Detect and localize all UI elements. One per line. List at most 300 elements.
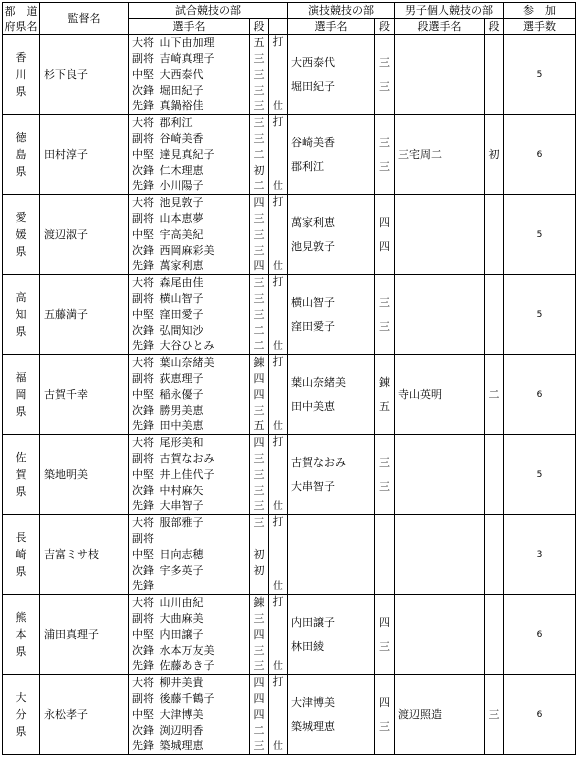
position-label: 大将 [129, 515, 158, 531]
position-label: 大将 [129, 195, 158, 211]
member-mark [269, 51, 288, 67]
member-name: 小川陽子 [158, 179, 250, 195]
member-dan: 三 [250, 211, 269, 227]
participant-count: 5 [504, 195, 576, 275]
member-dan: 四 [250, 707, 269, 723]
position-label: 中堅 [129, 627, 158, 643]
member-mark [269, 291, 288, 307]
position-label: 大将 [129, 355, 158, 371]
position-label: 副将 [129, 451, 158, 467]
position-label: 中堅 [129, 67, 158, 83]
kata-name: 大西泰代 [291, 55, 335, 69]
member-row [3, 595, 576, 611]
kata-dan: 三 [379, 319, 390, 333]
member-dan: 三 [250, 131, 269, 147]
position-label: 先鋒 [129, 339, 158, 355]
member-dan: 五 [250, 419, 269, 435]
kata-name: 築城理恵 [291, 719, 335, 733]
coach-name: 浦田真理子 [40, 595, 129, 675]
member-dan: 錬 [250, 355, 269, 371]
kata-name [291, 531, 374, 555]
member-name: 宇多英子 [158, 563, 250, 579]
member-dan: 三 [250, 451, 269, 467]
member-name [158, 531, 250, 547]
participant-count: 5 [504, 275, 576, 355]
kata-names [288, 595, 375, 675]
member-dan: 二 [250, 179, 269, 195]
member-row [3, 515, 576, 531]
member-name: 稲永優子 [158, 387, 250, 403]
member-row [3, 435, 576, 451]
position-label: 次鋒 [129, 163, 158, 179]
member-name: 森尾由佳 [158, 275, 250, 291]
member-dan: 三 [250, 659, 269, 675]
member-name: 宇高美紀 [158, 227, 250, 243]
kata-dan: 三 [379, 479, 390, 493]
member-mark [269, 403, 288, 419]
prefecture-label: 佐賀県 [15, 451, 27, 498]
member-mark [269, 723, 288, 739]
member-name: 井上佳代子 [158, 467, 250, 483]
individual-name [395, 35, 485, 115]
kata-name: 林田綾 [291, 639, 324, 653]
prefecture-name [3, 515, 40, 595]
position-label: 副将 [129, 371, 158, 387]
kata-dan [375, 531, 394, 555]
member-dan: 三 [250, 467, 269, 483]
member-dan [250, 579, 269, 595]
individual-dan [485, 195, 504, 275]
individual-name: 三宅周二 [395, 115, 485, 195]
member-name: 山川由紀 [158, 595, 250, 611]
kata-name: 古賀なおみ [291, 455, 346, 469]
position-label: 中堅 [129, 307, 158, 323]
individual-dan [485, 275, 504, 355]
member-dan: 初 [250, 547, 269, 563]
member-dan: 五 [250, 35, 269, 51]
member-mark [269, 307, 288, 323]
position-label: 副将 [129, 291, 158, 307]
member-mark: 仕 [269, 659, 288, 675]
member-name: 横山智子 [158, 291, 250, 307]
member-dan: 四 [250, 675, 269, 691]
member-dan: 三 [250, 227, 269, 243]
member-dan: 三 [250, 643, 269, 659]
member-row [3, 195, 576, 211]
member-mark [269, 323, 288, 339]
member-dan: 三 [250, 243, 269, 259]
header-match: 試合競技の部 [129, 3, 288, 19]
member-mark: 仕 [269, 339, 288, 355]
position-label: 副将 [129, 51, 158, 67]
kata-name: 横山智子 [291, 295, 335, 309]
prefecture-name [3, 275, 40, 355]
header-match-mark [269, 19, 288, 35]
member-mark: 仕 [269, 99, 288, 115]
member-mark [269, 563, 288, 579]
position-label: 中堅 [129, 227, 158, 243]
member-mark: 仕 [269, 179, 288, 195]
header-kata-dan: 段 [375, 19, 395, 35]
position-label: 中堅 [129, 147, 158, 163]
individual-name [395, 515, 485, 595]
member-mark: 打 [269, 35, 288, 51]
member-mark: 打 [269, 595, 288, 611]
individual-dan: 初 [485, 115, 504, 195]
kata-dan: 五 [379, 399, 390, 413]
position-label: 副将 [129, 131, 158, 147]
kata-dan: 四 [379, 615, 390, 629]
roster-table [2, 2, 576, 755]
prefecture-name [3, 435, 40, 515]
kata-dan: 三 [379, 135, 390, 149]
prefecture-label: 高知県 [15, 291, 27, 338]
position-label: 先鋒 [129, 419, 158, 435]
position-label: 次鋒 [129, 83, 158, 99]
member-name: 水本万友美 [158, 643, 250, 659]
member-name: 大西泰代 [158, 67, 250, 83]
position-label: 大将 [129, 675, 158, 691]
participant-count: 6 [504, 675, 576, 755]
participant-count: 6 [504, 115, 576, 195]
member-dan: 三 [250, 67, 269, 83]
kata-name: 内田譲子 [291, 615, 335, 629]
prefecture-name [3, 35, 40, 115]
member-mark: 打 [269, 115, 288, 131]
position-label: 副将 [129, 611, 158, 627]
prefecture-label: 熊本県 [15, 611, 27, 658]
member-mark: 打 [269, 435, 288, 451]
kata-name: 大津博美 [291, 695, 335, 709]
kata-dan: 三 [379, 159, 390, 173]
position-label: 次鋒 [129, 323, 158, 339]
position-label: 大将 [129, 275, 158, 291]
kata-dan: 錬 [379, 375, 390, 389]
member-name: 大串智子 [158, 499, 250, 515]
member-name: 大谷ひとみ [158, 339, 250, 355]
header-count: 参 加 [504, 3, 576, 19]
member-dan: 三 [250, 51, 269, 67]
position-label: 次鋒 [129, 723, 158, 739]
header-kata-name: 選手名 [288, 19, 375, 35]
header-individual-name: 段選手名 [395, 19, 485, 35]
member-name: 達見真紀子 [158, 147, 250, 163]
member-row [3, 675, 576, 691]
member-mark: 打 [269, 355, 288, 371]
header-count-sub: 選手数 [504, 19, 576, 35]
member-mark: 仕 [269, 419, 288, 435]
member-mark: 打 [269, 515, 288, 531]
prefecture-name [3, 115, 40, 195]
member-name: 山下由加理 [158, 35, 250, 51]
member-mark: 仕 [269, 739, 288, 755]
member-mark [269, 243, 288, 259]
kata-dans [375, 115, 395, 195]
member-name: 勝男美恵 [158, 403, 250, 419]
kata-dans [375, 195, 395, 275]
header-match-dan: 段 [250, 19, 269, 35]
coach-name: 五藤満子 [40, 275, 129, 355]
member-name: 真鍋裕佳 [158, 99, 250, 115]
coach-name: 杉下良子 [40, 35, 129, 115]
member-dan: 四 [250, 195, 269, 211]
member-name: 郡利江 [158, 115, 250, 131]
member-row [3, 355, 576, 371]
member-dan: 三 [250, 739, 269, 755]
member-dan: 四 [250, 691, 269, 707]
kata-name: 田中美恵 [291, 399, 335, 413]
prefecture-name [3, 675, 40, 755]
individual-dan [485, 35, 504, 115]
individual-dan [485, 515, 504, 595]
individual-dan [485, 435, 504, 515]
member-dan: 三 [250, 275, 269, 291]
member-mark [269, 691, 288, 707]
kata-dan: 四 [379, 215, 390, 229]
position-label: 中堅 [129, 707, 158, 723]
kata-dan [375, 555, 394, 579]
individual-name [395, 435, 485, 515]
individual-dan: 二 [485, 355, 504, 435]
member-name: 山本恵夢 [158, 211, 250, 227]
position-label: 副将 [129, 691, 158, 707]
kata-dan: 三 [379, 79, 390, 93]
member-name: 葉山奈緒美 [158, 355, 250, 371]
member-mark: 打 [269, 675, 288, 691]
kata-dan: 四 [379, 695, 390, 709]
position-label: 次鋒 [129, 563, 158, 579]
header-individual-dan: 段 [485, 19, 504, 35]
position-label: 次鋒 [129, 643, 158, 659]
member-dan [250, 531, 269, 547]
member-dan: 四 [250, 387, 269, 403]
kata-name [291, 555, 374, 579]
member-row [3, 115, 576, 131]
position-label: 先鋒 [129, 499, 158, 515]
coach-name: 吉富ミサ枝 [40, 515, 129, 595]
roster-body [3, 3, 576, 755]
kata-names [288, 115, 375, 195]
kata-name: 池見敦子 [291, 239, 335, 253]
prefecture-name [3, 595, 40, 675]
member-name: 渕辺明香 [158, 723, 250, 739]
kata-dan: 三 [379, 455, 390, 469]
member-dan: 三 [250, 115, 269, 131]
member-name: 日向志穂 [158, 547, 250, 563]
member-mark [269, 83, 288, 99]
member-mark: 打 [269, 275, 288, 291]
member-dan: 三 [250, 499, 269, 515]
member-name [158, 579, 250, 595]
prefecture-label: 福岡県 [15, 371, 27, 418]
member-dan: 三 [250, 291, 269, 307]
member-dan: 二 [250, 339, 269, 355]
member-dan: 四 [250, 435, 269, 451]
prefecture-label: 愛媛県 [15, 211, 27, 258]
position-label: 先鋒 [129, 179, 158, 195]
member-name: 田中美恵 [158, 419, 250, 435]
coach-name: 古賀千幸 [40, 355, 129, 435]
header-individual: 男子個人競技の部 [395, 3, 504, 19]
position-label: 先鋒 [129, 99, 158, 115]
position-label: 次鋒 [129, 243, 158, 259]
member-mark [269, 227, 288, 243]
member-dan: 三 [250, 307, 269, 323]
individual-name [395, 195, 485, 275]
position-label: 先鋒 [129, 739, 158, 755]
member-mark [269, 643, 288, 659]
member-mark: 仕 [269, 579, 288, 595]
kata-name: 堀田紀子 [291, 79, 335, 93]
member-dan: 三 [250, 99, 269, 115]
prefecture-label: 香川県 [15, 51, 27, 98]
kata-dan: 三 [379, 295, 390, 309]
member-dan: 三 [250, 483, 269, 499]
individual-dan [485, 595, 504, 675]
member-mark [269, 707, 288, 723]
prefecture-name [3, 355, 40, 435]
member-mark [269, 611, 288, 627]
member-name: 後藤千鶴子 [158, 691, 250, 707]
kata-dan: 四 [379, 239, 390, 253]
member-name: 堀田紀子 [158, 83, 250, 99]
member-name: 弘間知沙 [158, 323, 250, 339]
member-dan: 四 [250, 259, 269, 275]
member-name: 吉崎真理子 [158, 51, 250, 67]
individual-name [395, 595, 485, 675]
member-dan: 二 [250, 323, 269, 339]
kata-names [288, 675, 375, 755]
member-name: 尾形美和 [158, 435, 250, 451]
member-name: 仁木理恵 [158, 163, 250, 179]
member-name: 古賀なおみ [158, 451, 250, 467]
coach-name: 田村淳子 [40, 115, 129, 195]
kata-names [288, 195, 375, 275]
kata-dans [375, 675, 395, 755]
position-label: 中堅 [129, 547, 158, 563]
kata-dan: 三 [379, 55, 390, 69]
member-mark [269, 547, 288, 563]
position-label: 中堅 [129, 467, 158, 483]
kata-name: 窪田愛子 [291, 319, 335, 333]
coach-name: 築地明美 [40, 435, 129, 515]
member-mark [269, 211, 288, 227]
member-dan: 二 [250, 723, 269, 739]
member-name: 柳井美貴 [158, 675, 250, 691]
member-name: 萬家利恵 [158, 259, 250, 275]
member-name: 池見敦子 [158, 195, 250, 211]
member-dan: 三 [250, 83, 269, 99]
kata-names [288, 355, 375, 435]
position-label: 次鋒 [129, 403, 158, 419]
member-dan: 四 [250, 371, 269, 387]
position-label: 大将 [129, 435, 158, 451]
member-mark [269, 467, 288, 483]
kata-dans [375, 435, 395, 515]
member-dan: 二 [250, 147, 269, 163]
kata-name: 谷崎美香 [291, 135, 335, 149]
kata-dans [375, 595, 395, 675]
member-mark: 仕 [269, 259, 288, 275]
member-mark: 打 [269, 195, 288, 211]
participant-count: 5 [504, 35, 576, 115]
kata-dan: 三 [379, 639, 390, 653]
member-mark [269, 131, 288, 147]
prefecture-label: 徳島県 [15, 131, 27, 178]
member-mark [269, 627, 288, 643]
header-match-name: 選手名 [129, 19, 250, 35]
kata-name: 大串智子 [291, 479, 335, 493]
position-label: 次鋒 [129, 483, 158, 499]
member-name: 佐藤あき子 [158, 659, 250, 675]
kata-name: 葉山奈緒美 [291, 375, 346, 389]
member-mark: 仕 [269, 499, 288, 515]
position-label: 先鋒 [129, 259, 158, 275]
position-label: 先鋒 [129, 659, 158, 675]
member-name: 内田譲子 [158, 627, 250, 643]
individual-name: 渡辺照造 [395, 675, 485, 755]
kata-names [288, 275, 375, 355]
kata-name: 萬家利恵 [291, 215, 335, 229]
kata-dans [375, 35, 395, 115]
member-mark [269, 371, 288, 387]
kata-names [288, 435, 375, 515]
position-label: 大将 [129, 115, 158, 131]
kata-name: 郡利江 [291, 159, 324, 173]
member-row [3, 35, 576, 51]
kata-dans [375, 275, 395, 355]
member-mark [269, 483, 288, 499]
member-name: 大津博美 [158, 707, 250, 723]
member-name: 中村麻矢 [158, 483, 250, 499]
position-label: 大将 [129, 595, 158, 611]
kata-dans [375, 355, 395, 435]
member-dan: 四 [250, 627, 269, 643]
member-mark [269, 163, 288, 179]
member-dan: 初 [250, 563, 269, 579]
coach-name: 永松孝子 [40, 675, 129, 755]
participant-count: 3 [504, 515, 576, 595]
position-label: 先鋒 [129, 579, 158, 595]
position-label: 大将 [129, 35, 158, 51]
member-name: 荻恵理子 [158, 371, 250, 387]
kata-dan: 三 [379, 719, 390, 733]
kata-dans [375, 515, 395, 595]
individual-name [395, 275, 485, 355]
prefecture-label: 大分県 [15, 691, 27, 738]
individual-dan: 三 [485, 675, 504, 755]
member-name: 築城理恵 [158, 739, 250, 755]
kata-names [288, 35, 375, 115]
header-prefecture: 都 道 府県名 [4, 4, 38, 33]
header-coach: 監督名 [40, 3, 129, 35]
member-name: 窪田愛子 [158, 307, 250, 323]
header-kata: 演技競技の部 [288, 3, 395, 19]
header-row-1 [3, 3, 576, 19]
member-mark [269, 147, 288, 163]
member-dan: 錬 [250, 595, 269, 611]
member-mark [269, 67, 288, 83]
participant-count: 6 [504, 355, 576, 435]
participant-count: 6 [504, 595, 576, 675]
member-dan: 初 [250, 163, 269, 179]
prefecture-label: 長崎県 [15, 531, 27, 578]
member-mark [269, 531, 288, 547]
member-mark [269, 451, 288, 467]
individual-name: 寺山英明 [395, 355, 485, 435]
position-label: 副将 [129, 211, 158, 227]
participant-count: 5 [504, 435, 576, 515]
